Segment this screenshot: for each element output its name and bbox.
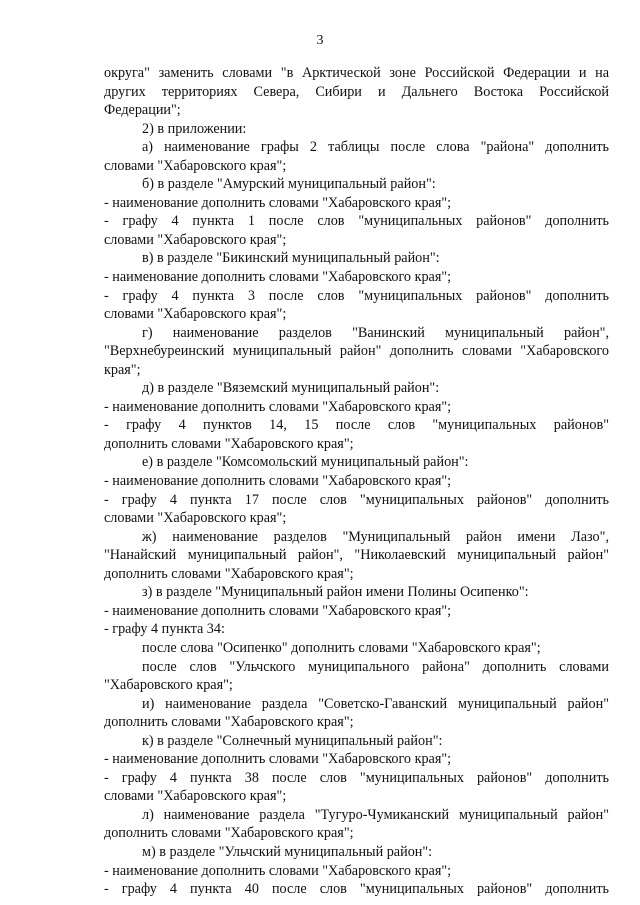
text-line: - наименование дополнить словами "Хабаровского края"; (104, 194, 452, 211)
text-line: - наименование дополнить словами "Хабаровского края"; (104, 751, 452, 768)
text-line: - графу 4 пункта 17 после слов "муниципальных районов" дополнить (104, 491, 609, 508)
text-line: словами "Хабаровского края"; (104, 788, 287, 805)
text-line: края"; (104, 361, 141, 378)
text-line: - графу 4 пункта 3 после слов "муниципальных районов" дополнить (104, 287, 609, 304)
text-line: - наименование дополнить словами "Хабаровского края"; (104, 602, 452, 619)
text-line: словами "Хабаровского края"; (104, 306, 287, 323)
text-line: "Хабаровского края"; (104, 677, 233, 694)
text-line: словами "Хабаровского края"; (104, 157, 287, 174)
text-line: - наименование дополнить словами "Хабаровского края"; (104, 269, 452, 286)
text-line: "Нанайский муниципальный район", "Николаевский муниципальный район" (104, 547, 609, 564)
text-line: после слова "Осипенко" дополнить словами "Хабаровского края"; (142, 639, 541, 656)
text-line: - графу 4 пункта 34: (104, 621, 225, 638)
text-line: и) наименование раздела "Советско-Гаванский муниципальный район" (142, 695, 609, 712)
text-line: - графу 4 пункта 1 после слов "муниципальных районов" дополнить (104, 213, 609, 230)
text-line: м) в разделе "Ульчский муниципальный район": (142, 843, 433, 860)
page-number: 3 (316, 33, 324, 48)
text-line: - графу 4 пункта 38 после слов "муниципальных районов" дополнить (104, 769, 609, 786)
text-line: д) в разделе "Вяземский муниципальный район": (142, 380, 440, 397)
text-line: после слов "Ульчского муниципального района" дополнить словами (142, 658, 609, 675)
text-line: дополнить словами "Хабаровского края"; (104, 565, 354, 582)
text-line: ж) наименование разделов "Муниципальный район имени Лазо", (142, 528, 609, 545)
text-line: - наименование дополнить словами "Хабаровского края"; (104, 473, 452, 490)
text-line: 2) в приложении: (142, 120, 247, 137)
text-line: к) в разделе "Солнечный муниципальный район": (142, 732, 443, 749)
text-line: а) наименование графы 2 таблицы после слова "района" дополнить (142, 139, 609, 156)
text-line: дополнить словами "Хабаровского края"; (104, 825, 354, 842)
text-line: Федерации"; (104, 102, 181, 119)
text-line: л) наименование раздела "Тугуро-Чумиканский муниципальный район" (142, 806, 609, 823)
document-body (104, 64, 609, 899)
text-line: е) в разделе "Комсомольский муниципальный район": (142, 454, 469, 471)
text-line: з) в разделе "Муниципальный район имени Полины Осипенко": (142, 584, 529, 601)
text-line: словами "Хабаровского края"; (104, 510, 287, 527)
text-line: - графу 4 пункта 40 после слов "муниципальных районов" дополнить (104, 881, 609, 898)
text-line: дополнить словами "Хабаровского края"; (104, 714, 354, 731)
text-line: словами "Хабаровского края"; (104, 231, 287, 248)
text-line: - графу 4 пунктов 14, 15 после слов "муниципальных районов" (104, 417, 609, 434)
text-line: "Верхнебуреинский муниципальный район" дополнить словами "Хабаровского (104, 343, 609, 360)
text-line: - наименование дополнить словами "Хабаровского края"; (104, 862, 452, 879)
text-line: г) наименование разделов "Ванинский муниципальный район", (142, 324, 609, 341)
text-line: дополнить словами "Хабаровского края"; (104, 435, 354, 452)
text-line: б) в разделе "Амурский муниципальный район": (142, 176, 436, 193)
text-line: - наименование дополнить словами "Хабаровского края"; (104, 398, 452, 415)
text-line: других территориях Севера, Сибири и Дальнего Востока Российской (104, 83, 609, 100)
text-line: округа" заменить словами "в Арктической зоне Российской Федерации и на (104, 65, 609, 81)
text-line: в) в разделе "Бикинский муниципальный район": (142, 250, 440, 267)
